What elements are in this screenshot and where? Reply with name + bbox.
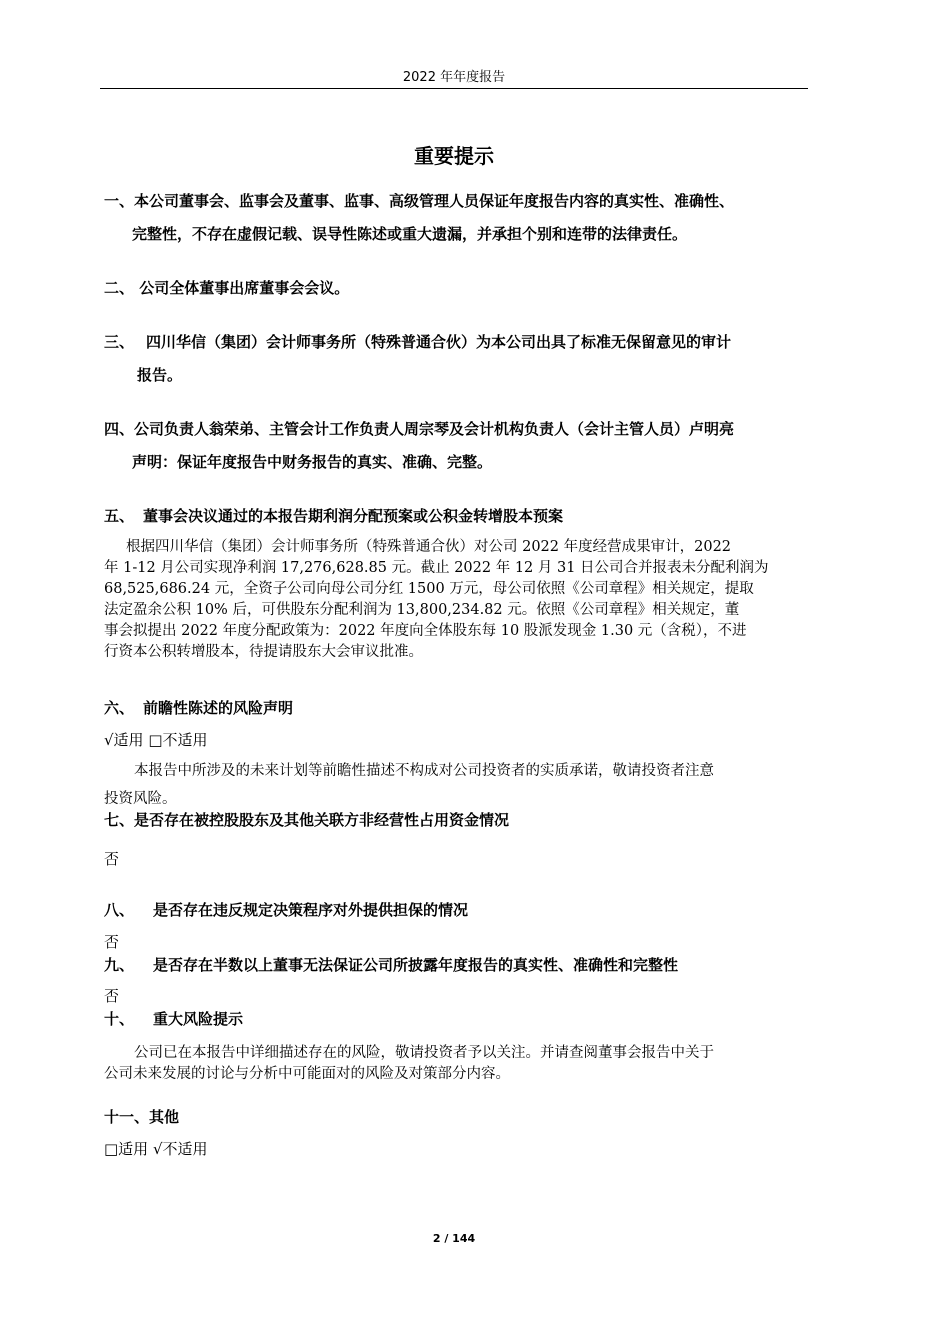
section-11-applicability: □适用 √不适用 [104,1140,208,1158]
section-5-body-line: 法定盈余公积 10% 后，可供股东分配利润为 13,800,234.82 元。依照《公司章程》相关规定，董 [104,602,740,618]
section-6-number: 六、 [104,699,135,717]
section-5-body-line: 68,525,686.24 元，全资子公司向母公司分红 1500 万元，母公司依照《公司章程》相关规定，提取 [104,581,754,597]
section-9-number: 九、 [104,956,135,974]
section-6-applicability: √适用 □不适用 [104,731,208,749]
section-8-answer: 否 [104,933,120,951]
section-2: 二、 公司全体董事出席董事会会议。 [104,279,350,297]
section-8-number: 八、 [104,901,135,919]
section-5-body-line: 事会拟提出 2022 年度分配政策为：2022 年度向全体股东每 10 股派发现金 1.30 元（含税），不进 [104,623,747,639]
page-title: 重要提示 [414,144,494,168]
section-7-answer: 否 [104,850,120,868]
section-5-body-line: 年 1-12 月公司实现净利润 17,276,628.85 元。截止 2022 年 12 月 31 日公司合并报表未分配利润为 [104,560,769,576]
section-11-heading: 十一、其他 [104,1108,180,1126]
section-3-line-2: 报告。 [137,366,183,384]
section-6-heading: 前瞻性陈述的风险声明 [143,699,294,717]
page-number: 2 / 144 [432,1232,476,1245]
page-header: 2022 年年度报告 [402,70,506,85]
header-divider [100,88,808,89]
section-1-line-2: 完整性，不存在虚假记载、误导性陈述或重大遗漏，并承担个别和连带的法律责任。 [132,225,688,243]
section-5-body-line: 根据四川华信（集团）会计师事务所（特殊普通合伙）对公司 2022 年度经营成果审计，2022 [126,539,732,555]
section-4-line-2: 声明：保证年度报告中财务报告的真实、准确、完整。 [132,453,493,471]
section-5-body [104,537,808,663]
section-5-number: 五、 [104,507,135,525]
section-10-body-line-1: 公司已在本报告中详细描述存在的风险，敬请投资者予以关注。并请查阅董事会报告中关于 [134,1045,714,1061]
section-8-heading: 是否存在违反规定决策程序对外提供担保的情况 [153,901,469,919]
section-9-answer: 否 [104,987,120,1005]
section-9-heading: 是否存在半数以上董事无法保证公司所披露年度报告的真实性、准确性和完整性 [153,956,679,974]
section-4-line-1: 四、公司负责人翁荣弟、主管会计工作负责人周宗琴及会计机构负责人（会计主管人员）卢明亮 [104,420,735,438]
section-10-body-line-2: 公司未来发展的讨论与分析中可能面对的风险及对策部分内容。 [104,1066,510,1082]
section-3-line-1: 四川华信（集团）会计师事务所（特殊普通合伙）为本公司出具了标准无保留意见的审计 [146,333,732,351]
section-7-heading: 七、是否存在被控股股东及其他关联方非经营性占用资金情况 [104,811,510,829]
section-1-line-1: 一、本公司董事会、监事会及董事、监事、高级管理人员保证年度报告内容的真实性、准确性、 [104,192,735,210]
section-5-body-line: 行资本公积转增股本，待提请股东大会审议批准。 [104,644,423,660]
section-10-number: 十、 [104,1010,135,1028]
section-6-body-line-1: 本报告中所涉及的未来计划等前瞻性描述不构成对公司投资者的实质承诺，敬请投资者注意 [134,763,714,779]
section-10-heading: 重大风险提示 [153,1010,244,1028]
section-3-number: 三、 [104,333,135,351]
section-5-heading: 董事会决议通过的本报告期利润分配预案或公积金转增股本预案 [143,507,564,525]
section-6-body-line-2: 投资风险。 [104,791,177,807]
